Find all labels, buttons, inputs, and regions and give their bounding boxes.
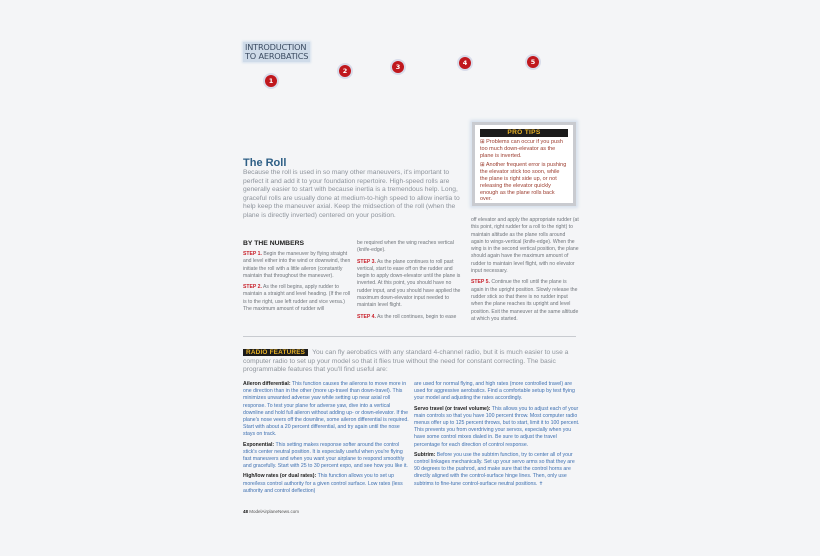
step-paragraph: STEP 3. As the plane continues to roll past vertical, start to ease off on the rudder and begin to apply down-elevator until the plane is inverted. At this point, you should have no rudder input, and you should have applied the maximum down-elevator input needed to maintain level flight.	[357, 258, 461, 309]
pro-tip-item: ⊞ Problems can occur if you push too much down-elevator as the plane is inverted.	[480, 139, 563, 159]
roll-heading: The Roll	[243, 157, 287, 169]
feature-paragraph: Exponential: This setting makes response softer around the control stick's center neutral position. It is especially useful when you're flying fast maneuvers and when you want your airplane to respond smoothly and gracefully. Start with 25 to 30 percent expo, and see how you like it.	[243, 441, 408, 470]
page-footer	[243, 509, 299, 514]
step-marker-3: 3	[392, 61, 404, 73]
step-paragraph: be required when the wing reaches vertical (knife-edge).	[357, 240, 454, 254]
steps-column-1	[243, 251, 351, 317]
radio-features-badge: RADIO FEATURES	[243, 349, 308, 356]
pro-tips-title: PRO TIPS	[480, 129, 568, 137]
feature-paragraph: Servo travel (or travel volume): This allows you to adjust each of your main controls so that you have 100 percent throw. Most computer radio menus offer up to 125 percent throws, but to start, limit it to 100 percent. This prevents you from overdriving your servos, especially when you have some control mixes dialed in. Be sure to adjust the travel percentage for each direction of control response.	[414, 405, 580, 448]
plus-box-icon: ⊞	[480, 139, 485, 145]
step-paragraph: off elevator and apply the appropriate rudder (at this point, right rudder for a roll to the right) to maintain altitude as the plane rolls around again to wings-vertical (knife-edge). When the wing is in the second vertical position, the plane should again have the maximum amount of rudder to maintain level flight, with no elevator input necessary.	[471, 217, 579, 275]
radio-features-intro: RADIO FEATURES You can fly aerobatics with any standard 4-channel radio, but it is much easier to use a computer radio to set up your model so that it flies true without the need for constant correcting. The basic programmable features that you'll find useful are:	[243, 349, 569, 374]
features-column-left	[243, 381, 409, 498]
by-the-numbers-heading: BY THE NUMBERS	[243, 240, 305, 247]
page-number: 48	[243, 509, 249, 514]
plus-box-icon: ⊞	[480, 162, 485, 169]
step-marker-5: 5	[527, 56, 539, 68]
section-divider	[243, 336, 576, 337]
roll-body: Because the roll is used in so many other maneuvers, it's important to perfect it and add it to your foundation repertoire. High-speed rolls are generally easier to start with because inertia is a tremendous help. Long, graceful rolls are usually done at medium-to-high speed to allow inertia to help keep the maneuver axial. Keep the midsection of the roll (when the plane is directly inverted) centered on your position.	[243, 169, 460, 219]
step-paragraph: STEP 4. As the roll continues, begin to ease	[357, 313, 457, 320]
feature-paragraph: Subtrim: Before you use the subtrim function, try to center all of your control linkages mechanically. Set up your servo arms so that they are 90 degrees to the pushrod, and make sure that the control horns are directly aligned with the control-surface hinge lines. Then, only use subtrims to fine-tune control-surface neutral positions. ✝	[414, 451, 575, 487]
section-tag-line1: INTRODUCTION	[245, 42, 307, 52]
pro-tips-box	[472, 122, 576, 206]
section-tag-line2: TO AEROBATICS	[245, 51, 309, 61]
step-paragraph: STEP 1. Begin the maneuver by flying straight and level either into the wind or downwind, then initiate the roll with a little aileron (constantly maintain that throughout the maneuver).	[243, 251, 351, 279]
steps-column-3	[471, 217, 579, 327]
step-paragraph: STEP 2. As the roll begins, apply rudder to maintain a straight and level heading. (If the roll is to the right, use left rudder and vice versa.) The maximum amount of rudder will	[243, 284, 351, 313]
pro-tip-item: ⊞ Another frequent error is pushing the elevator stick too soon, while the plane is right side up, or not releasing the elevator quickly enough as the plane rolls back over.	[480, 162, 567, 203]
feature-paragraph: High/low rates (or dual rates): This function allows you to set up more/less control authority for a given control surface. Low rates (less authority and control deflection)	[243, 473, 403, 494]
section-tag	[243, 42, 310, 62]
feature-paragraph: Aileron differential: This function causes the ailerons to move more in one direction than in the other (more up-travel than down-travel). This minimizes unwanted adverse yaw while setting up near axial roll response. To test your plane for adverse yaw, dive into a vertical downline and hold full aileron without adding up- or down-elevator. If the plane's nose veers off the downline, some aileron differential is required. Start with about a 20 percent differential, and try again until the nose stays on track.	[243, 381, 409, 438]
step-marker-2: 2	[339, 65, 351, 77]
site-name: ModelAirplaneNews.com	[249, 509, 300, 514]
feature-paragraph: are used for normal flying, and high rates (more controlled travel) are used for aggressive aerobatics. Find a comfortable setup by test flying your model and adjusting the rates accordingly.	[414, 381, 575, 402]
steps-column-2	[357, 240, 465, 325]
step-marker-1: 1	[265, 75, 277, 87]
step-paragraph: STEP 5. Continue the roll until the plane is again in the upright position. Slowly release the rudder stick so that there is no rudder input when the plane reaches its upright and level position. Exit the maneuver at the same altitude at which you started.	[471, 279, 579, 322]
step-marker-4: 4	[459, 57, 471, 69]
features-column-right	[414, 381, 580, 491]
